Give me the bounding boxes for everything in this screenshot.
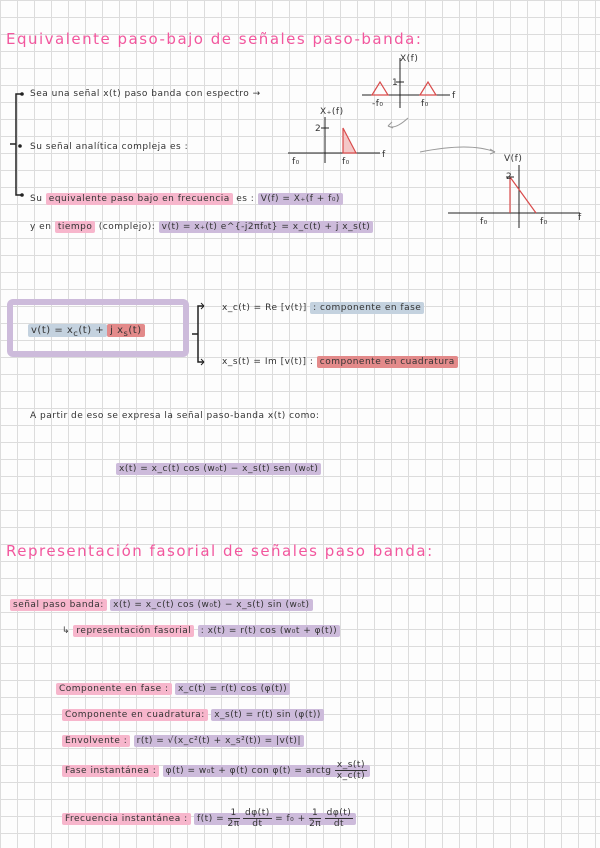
item-fase: Componente en fase : x_c(t) = r(t) cos (φ(t)) (56, 684, 290, 694)
line-tiempo: y en tiempo (complejo): v(t) = x₊(t) e^{-j2πf₀t} = x_c(t) + j x_s(t) (30, 222, 373, 232)
item-cuadratura: Componente en cuadratura: x_s(t) = r(t) sin (φ(t)) (62, 710, 324, 720)
section3-title: Representación fasorial de señales paso banda: (6, 542, 434, 560)
partir-line: A partir de eso se expresa la señal paso-banda x(t) como: (30, 411, 320, 421)
item-fase-inst: Fase instantánea : φ(t) = w₀t + φ(t) con φ(t) = arctg $\frac{x\_s(t)}{x\_c(t)}$ (62, 760, 370, 781)
line-equivalente: Su equivalente paso bajo en frecuencia es : V(f) = X₊(f + f₀) (30, 194, 343, 204)
item-envolvente: Envolvente : r(t) = √(x_c²(t) + x_s²(t)) = |v(t)| (62, 736, 304, 746)
plot1-xlabel: f (452, 91, 456, 101)
rep-fasorial: ↳ representación fasorial : x(t) = r(t) cos (w₀t + φ(t)) (62, 626, 340, 636)
plot2-left-tick: f₀ (292, 157, 300, 167)
xc-line: x_c(t) = Re [v(t)] : componente en fase (222, 303, 424, 313)
v-box: $v(t) = x_c(t) + j$ $x_s(t)$ (28, 325, 145, 338)
plot2-ylabel: X₊(f) (320, 107, 344, 117)
senal-paso-banda: señal paso banda: x(t) = x_c(t) cos (w₀t) − x_s(t) sin (w₀t) (10, 600, 313, 610)
plot1-right-tick: f₀ (421, 99, 429, 109)
brace-left (16, 94, 22, 195)
xt-formula: x(t) = x_c(t) cos (w₀t) − x_s(t) sen (w₀t) (116, 464, 321, 474)
fase-fraction: $\frac{x\_s(t)}{x\_c(t)}$ (336, 760, 366, 781)
spectrum-plot-lowpass (448, 165, 580, 228)
plot1-ylabel: X(f) (400, 54, 419, 64)
plot3-ylabel: V(f) (504, 154, 523, 164)
plot3-xlabel: f (578, 213, 582, 223)
line-senal-analitica: Su señal analítica compleja es : (30, 142, 189, 152)
plot2-level: 2 (315, 124, 322, 134)
section1-title: Equivalente paso-bajo de señales paso-banda: (6, 30, 423, 48)
plot2-right-tick: f₀ (342, 157, 350, 167)
plot3-right-tick: f₀ (540, 217, 548, 227)
plot3-left-tick: f₀ (480, 217, 488, 227)
plot1-level: 1 (392, 78, 399, 88)
item-frecuencia: Frecuencia instantánea : f(t) = $\frac{1}{2\pi}$ $\frac{d\varphi(t)}{dt}$ = f₀ + $\frac{1}{2\pi}$ $\frac{d\varphi(t)}{dt}$ (62, 808, 356, 829)
spectrum-plot-analytic (288, 117, 380, 163)
line-sea-senal: Sea una señal x(t) paso banda con espectro → (30, 89, 261, 99)
brace-section2 (198, 306, 204, 362)
plot1-left-tick: -f₀ (372, 99, 384, 109)
plot2-xlabel: f (382, 150, 386, 160)
xs-line: x_s(t) = Im [v(t)] : componente en cuadratura (222, 357, 458, 367)
plot3-level: 2 (506, 172, 513, 182)
